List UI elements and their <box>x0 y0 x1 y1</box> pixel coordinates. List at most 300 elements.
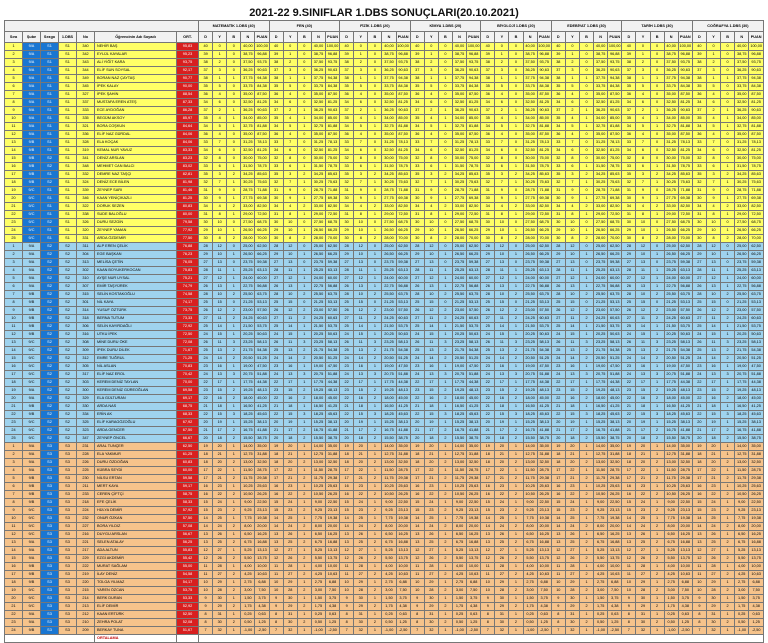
cell-subject: 51,88 <box>255 371 269 379</box>
cell-subject: 21 <box>481 427 495 435</box>
cell-subject: 2 <box>283 107 297 115</box>
cell-subject: 1 <box>721 323 735 331</box>
cell-subject: 27,75 <box>523 195 537 203</box>
cell-subject: 18 <box>354 403 368 411</box>
cell-subject: 10,50 <box>735 491 749 499</box>
cell-ort: 77,50 <box>177 235 199 243</box>
cell-ort: 51,67 <box>177 627 199 635</box>
cell-dbs: S1 <box>59 155 77 163</box>
mini-header: PUAN <box>678 32 692 43</box>
cell-subject: 24,00 <box>664 275 678 283</box>
cell-name: DURU ÖZDOĞAN <box>95 459 177 467</box>
cell-subject: 22 <box>269 379 283 387</box>
cell-subject: 1 <box>579 403 593 411</box>
cell-subject: 24 <box>622 355 636 363</box>
cell-subject: 6,88 <box>396 579 410 587</box>
cell-subject: 13 <box>269 531 283 539</box>
cell-subject: 13 <box>354 259 368 267</box>
cell-subject: 0 <box>509 139 523 147</box>
cell-subject: 6 <box>636 163 650 171</box>
cell-subject: 13,75 <box>537 555 551 563</box>
mini-header: Y <box>706 32 720 43</box>
cell-subject: 10 <box>424 251 438 259</box>
cell-subject: 20 <box>551 419 565 427</box>
cell-subject: 51,88 <box>749 371 764 379</box>
cell-name: NEHİR BAŞ <box>95 43 177 51</box>
cell-subject: 1 <box>297 611 311 619</box>
student-row <box>5 267 764 275</box>
cell-subject: 33,00 <box>664 203 678 211</box>
cell-subject: 24,25 <box>311 315 325 323</box>
cell-subject: 32,50 <box>749 459 764 467</box>
cell-subject: 0 <box>721 83 735 91</box>
cell-subject: 29,38 <box>749 475 764 483</box>
cell-subject: 26 <box>692 283 706 291</box>
cell-subject: 17 <box>565 379 579 387</box>
cell-subject: 14 <box>199 523 213 531</box>
cell-subject: 28,75 <box>452 187 466 195</box>
cell-subject: 9 <box>551 595 565 603</box>
cell-subject: 27 <box>622 275 636 283</box>
cell-subject: 56,88 <box>608 283 622 291</box>
cell-subject: 0 <box>227 91 241 99</box>
cell-subject: 18 <box>269 451 283 459</box>
cell-subject: 35 <box>692 171 706 179</box>
cell-subject: 1 <box>297 363 311 371</box>
cell-subject: 1 <box>579 611 593 619</box>
cell-subject: 78,75 <box>255 163 269 171</box>
cell-subject: 17 <box>495 379 509 387</box>
cell-subject: 4 <box>706 131 720 139</box>
cell-subject: 7 <box>283 139 297 147</box>
cell-subject: 27 <box>692 259 706 267</box>
cell-sezgo: S3 <box>41 619 59 627</box>
cell-subject: 1 <box>297 211 311 219</box>
cell-subject: 16,50 <box>382 403 396 411</box>
cell-subject: 6,50 <box>311 531 325 539</box>
cell-subject: 4,38 <box>608 603 622 611</box>
cell-subject: 0 <box>579 139 593 147</box>
cell-subject: 69,38 <box>467 195 481 203</box>
cell-subject: 37,75 <box>664 75 678 83</box>
cell-subject: 35,00 <box>311 131 325 139</box>
cell-subject: 3,75 <box>467 595 481 603</box>
cell-subject: 2 <box>297 571 311 579</box>
cell-subject: 34,00 <box>735 115 749 123</box>
cell-subject: 5 <box>213 123 227 131</box>
cell-subject: 54,38 <box>537 347 551 355</box>
cell-subject: 12,75 <box>452 451 466 459</box>
cell-subject: 20 <box>706 459 720 467</box>
cell-subject: 1 <box>438 379 452 387</box>
cell-subject: 1 <box>297 251 311 259</box>
cell-subject: 9,00 <box>452 499 466 507</box>
cell-subject: 29 <box>565 579 579 587</box>
cell-ort: 70,42 <box>177 371 199 379</box>
cell-subject: 38 <box>340 75 354 83</box>
cell-subject: 17 <box>283 427 297 435</box>
cell-subject: 7,50 <box>326 587 340 595</box>
cell-subject: 1 <box>579 107 593 115</box>
cell-subject: 26 <box>269 283 283 291</box>
cell-subject: 32 <box>551 155 565 163</box>
cell-subject: 10 <box>551 579 565 587</box>
cell-subject: 22 <box>283 491 297 499</box>
cell-subject: 30 <box>354 595 368 603</box>
cell-sube: 9/A <box>23 107 41 115</box>
cell-subject: -2,50 <box>537 627 551 635</box>
cell-subject: 2 <box>721 539 735 547</box>
cell-subject: 85,63 <box>678 171 692 179</box>
cell-subject: 3 <box>213 67 227 75</box>
cell-no: 219 <box>77 571 95 579</box>
cell-subject: 17 <box>199 467 213 475</box>
cell-subject: 21,50 <box>311 323 325 331</box>
cell-sezgo: S2 <box>41 299 59 307</box>
cell-subject: 9 <box>340 603 354 611</box>
cell-subject: 5,50 <box>523 555 537 563</box>
cell-subject: 1 <box>721 363 735 371</box>
cell-subject: 90,63 <box>678 107 692 115</box>
cell-sube: 9/A <box>23 123 41 131</box>
cell-subject: 36,25 <box>594 67 608 75</box>
cell-subject: 23,25 <box>382 339 396 347</box>
cell-subject: 2 <box>650 587 664 595</box>
cell-subject: 44,38 <box>678 379 692 387</box>
cell-subject: 21 <box>424 451 438 459</box>
cell-subject: 24,25 <box>382 315 396 323</box>
cell-subject: 1 <box>579 163 593 171</box>
cell-sira: 16 <box>5 563 23 571</box>
student-row <box>5 259 764 267</box>
cell-subject: 32,75 <box>311 123 325 131</box>
cell-subject: 18 <box>692 459 706 467</box>
cell-subject: 16 <box>213 363 227 371</box>
cell-subject: 18 <box>410 451 424 459</box>
cell-subject: 22 <box>495 491 509 499</box>
cell-subject: 31 <box>269 187 283 195</box>
cell-subject: 1 <box>509 323 523 331</box>
cell-subject: 93,75 <box>467 59 481 67</box>
cell-subject: 47,50 <box>537 363 551 371</box>
cell-dbs: S2 <box>59 371 77 379</box>
cell-subject: 14 <box>269 523 283 531</box>
cell-no: 304 <box>77 251 95 259</box>
cell-subject: 1 <box>650 267 664 275</box>
cell-subject: 15 <box>706 331 720 339</box>
cell-no: 333 <box>77 107 95 115</box>
cell-subject: 8 <box>622 619 636 627</box>
cell-subject: 10 <box>495 251 509 259</box>
cell-subject: 5 <box>706 123 720 131</box>
cell-subject: 38 <box>199 59 213 67</box>
cell-subject: 40 <box>340 43 354 51</box>
mini-header: D <box>551 32 565 43</box>
cell-subject: 81,25 <box>678 147 692 155</box>
cell-subject: 1 <box>227 379 241 387</box>
cell-subject: 1 <box>368 595 382 603</box>
cell-subject: 26,50 <box>241 251 255 259</box>
cell-subject: 14,00 <box>523 443 537 451</box>
cell-subject: 11,50 <box>452 467 466 475</box>
cell-subject: 11 <box>340 571 354 579</box>
cell-subject: 7 <box>354 179 368 187</box>
cell-subject: 26,50 <box>382 227 396 235</box>
student-row <box>5 67 764 75</box>
cell-ort: 52,92 <box>177 603 199 611</box>
cell-ort: 62,50 <box>177 443 199 451</box>
cell-subject: 25 <box>636 515 650 523</box>
cell-subject: -1,00 <box>382 627 396 635</box>
cell-subject: 2 <box>227 435 241 443</box>
cell-subject: 19 <box>354 419 368 427</box>
cell-subject: 36,25 <box>452 67 466 75</box>
cell-subject: 12 <box>622 555 636 563</box>
cell-name: İPEK KALAY <box>95 83 177 91</box>
cell-subject: 0 <box>227 43 241 51</box>
cell-subject: 2 <box>424 59 438 67</box>
cell-subject: 13 <box>340 531 354 539</box>
cell-subject: 48,13 <box>678 387 692 395</box>
cell-subject: 1 <box>650 515 664 523</box>
cell-subject: 26 <box>340 307 354 315</box>
cell-subject: 10 <box>354 227 368 235</box>
cell-subject: 6 <box>636 147 650 155</box>
cell-subject: 27 <box>354 547 368 555</box>
mini-header: N <box>523 32 537 43</box>
cell-subject: 1 <box>721 499 735 507</box>
cell-subject: 1 <box>297 595 311 603</box>
cell-subject: 0,25 <box>664 611 678 619</box>
cell-subject: 18,00 <box>523 395 537 403</box>
cell-subject: 45,00 <box>678 395 692 403</box>
cell-subject: 36,25 <box>735 107 749 115</box>
cell-subject: 60,00 <box>467 275 481 283</box>
cell-subject: 28 <box>636 587 650 595</box>
cell-subject: 23,00 <box>382 307 396 315</box>
cell-subject: 24 <box>269 355 283 363</box>
cell-subject: 2 <box>579 387 593 395</box>
cell-subject: 38 <box>481 59 495 67</box>
cell-subject: 9,00 <box>311 499 325 507</box>
cell-subject: 40 <box>481 43 495 51</box>
cell-subject: 7,75 <box>311 515 325 523</box>
cell-subject: 66,25 <box>396 251 410 259</box>
cell-name: KÜBRA SEYDİ <box>95 467 177 475</box>
cell-subject: 17 <box>340 467 354 475</box>
cell-subject: 2 <box>368 203 382 211</box>
cell-subject: 25 <box>551 347 565 355</box>
cell-subject: 31 <box>706 611 720 619</box>
cell-sube: 9/A <box>23 539 41 547</box>
cell-subject: 0 <box>297 99 311 107</box>
cell-subject: 1 <box>579 595 593 603</box>
cell-subject: 0 <box>579 83 593 91</box>
cell-subject: 25 <box>636 539 650 547</box>
cell-subject: 10,50 <box>594 491 608 499</box>
student-row <box>5 451 764 459</box>
cell-subject: 12 <box>495 243 509 251</box>
cell-subject: 30 <box>622 235 636 243</box>
cell-sube: 9/C <box>23 195 41 203</box>
cell-subject: 50,63 <box>255 331 269 339</box>
cell-subject: 8 <box>283 235 297 243</box>
cell-subject: 10,50 <box>311 491 325 499</box>
cell-name: ELİF SUN SOYSAL <box>95 67 177 75</box>
cell-subject: 3 <box>354 67 368 75</box>
cell-subject: 23,00 <box>735 307 749 315</box>
cell-subject: 85,00 <box>255 115 269 123</box>
cell-subject: 10 <box>424 227 438 235</box>
cell-sube: 9/C <box>23 515 41 523</box>
cell-subject: 4 <box>283 203 297 211</box>
cell-subject: 16 <box>692 483 706 491</box>
cell-subject: 3,75 <box>537 595 551 603</box>
cell-subject: 66,25 <box>537 251 551 259</box>
cell-ort: 68,75 <box>177 403 199 411</box>
cell-subject: 16 <box>424 363 438 371</box>
cell-subject: 2 <box>650 395 664 403</box>
cell-subject: 78,13 <box>537 139 551 147</box>
cell-subject: 0 <box>650 243 664 251</box>
cell-subject: 22 <box>706 491 720 499</box>
cell-subject: 3 <box>636 171 650 179</box>
cell-subject: 28,75 <box>467 467 481 475</box>
cell-sira: 11 <box>5 323 23 331</box>
cell-subject: 31 <box>213 611 227 619</box>
cell-no: 331 <box>77 235 95 243</box>
cell-subject: 2 <box>424 107 438 115</box>
cell-subject: 32 <box>199 179 213 187</box>
cell-subject: 93,75 <box>255 59 269 67</box>
cell-subject: 10,63 <box>326 571 340 579</box>
cell-subject: 31 <box>269 211 283 219</box>
cell-subject: 0,63 <box>326 611 340 619</box>
cell-subject: 10 <box>354 251 368 259</box>
cell-subject: 2 <box>227 347 241 355</box>
cell-ort: 60,00 <box>177 467 199 475</box>
cell-subject: 23 <box>213 507 227 515</box>
cell-subject: 1 <box>579 515 593 523</box>
cell-subject: 62,50 <box>255 243 269 251</box>
cell-subject: 13,13 <box>396 547 410 555</box>
cell-subject: 9 <box>410 595 424 603</box>
cell-subject: 2 <box>509 427 523 435</box>
cell-subject: 31,50 <box>523 163 537 171</box>
cell-subject: 19,38 <box>608 515 622 523</box>
cell-subject: 20 <box>410 435 424 443</box>
cell-subject: 17 <box>636 379 650 387</box>
cell-subject: 2 <box>438 347 452 355</box>
cell-subject: 41,88 <box>326 427 340 435</box>
cell-name: YUSUF ÖZTÜRK <box>95 307 177 315</box>
cell-subject: 25,00 <box>452 243 466 251</box>
cell-subject: 0 <box>227 147 241 155</box>
cell-subject: 35,00 <box>255 443 269 451</box>
cell-subject: 21 <box>410 427 424 435</box>
cell-subject: 4,38 <box>326 603 340 611</box>
cell-ort: 58,33 <box>177 499 199 507</box>
cell-subject: 0 <box>579 155 593 163</box>
cell-sube: 9/A <box>23 555 41 563</box>
cell-dbs: S2 <box>59 291 77 299</box>
cell-subject: 1 <box>297 275 311 283</box>
cell-subject: 2 <box>297 523 311 531</box>
cell-subject: 11 <box>495 315 509 323</box>
cell-subject: 18 <box>565 403 579 411</box>
cell-subject: 66,25 <box>326 227 340 235</box>
cell-sezgo: S1 <box>41 83 59 91</box>
cell-subject: 0 <box>297 299 311 307</box>
cell-sezgo: S2 <box>41 315 59 323</box>
cell-subject: 59,38 <box>467 259 481 267</box>
cell-subject: 72,50 <box>749 211 764 219</box>
cell-subject: 45,63 <box>608 411 622 419</box>
cell-subject: 29 <box>213 579 227 587</box>
cell-sube: 9/B <box>23 163 41 171</box>
student-row <box>5 587 764 595</box>
cell-subject: 27,50 <box>452 219 466 227</box>
cell-subject: 1 <box>297 283 311 291</box>
cell-subject: 15 <box>283 331 297 339</box>
cell-sezgo: S1 <box>41 123 59 131</box>
cell-subject: 34 <box>622 99 636 107</box>
cell-subject: 4 <box>213 131 227 139</box>
cell-subject: 16 <box>354 395 368 403</box>
cell-subject: 1 <box>227 163 241 171</box>
cell-sube: 9/B <box>23 475 41 483</box>
cell-subject: 51,88 <box>396 371 410 379</box>
cell-sira: 9 <box>5 507 23 515</box>
cell-subject: 35 <box>481 171 495 179</box>
cell-subject: 0 <box>227 99 241 107</box>
cell-subject: 35,00 <box>467 443 481 451</box>
subject-header: TARİH 1.DBS (30) <box>622 21 693 32</box>
cell-subject: 50,63 <box>326 331 340 339</box>
cell-subject: 25 <box>706 539 720 547</box>
cell-subject: 1 <box>368 267 382 275</box>
cell-subject: 1 <box>509 115 523 123</box>
cell-subject: 16,75 <box>664 427 678 435</box>
cell-subject: 5 <box>495 83 509 91</box>
cell-no: 312 <box>77 355 95 363</box>
cell-subject: 17 <box>481 475 495 483</box>
cell-subject: 22,50 <box>537 499 551 507</box>
cell-subject: 6,75 <box>735 539 749 547</box>
cell-subject: 32 <box>636 627 650 635</box>
cell-name: CEREN ÇİFTÇİ <box>95 491 177 499</box>
cell-subject: 24,00 <box>241 275 255 283</box>
cell-dbs: S1 <box>59 43 77 51</box>
cell-subject: 18 <box>551 451 565 459</box>
cell-subject: 16,50 <box>523 403 537 411</box>
cell-subject: 2 <box>438 587 452 595</box>
cell-subject: 7 <box>565 139 579 147</box>
cell-subject: 1 <box>579 331 593 339</box>
cell-subject: 26,25 <box>467 491 481 499</box>
cell-subject: 31,50 <box>311 163 325 171</box>
cell-subject: 26 <box>424 531 438 539</box>
cell-name: SELEN ATALAY <box>95 539 177 547</box>
cell-subject: 7,75 <box>523 515 537 523</box>
cell-subject: 12 <box>354 243 368 251</box>
cell-subject: 38,75 <box>326 435 340 443</box>
cell-subject: 11 <box>551 563 565 571</box>
cell-subject: 78,75 <box>608 163 622 171</box>
cell-subject: 34,00 <box>241 115 255 123</box>
cell-sezgo: S1 <box>41 107 59 115</box>
cell-name: MURAT SAĞLAM <box>95 563 177 571</box>
